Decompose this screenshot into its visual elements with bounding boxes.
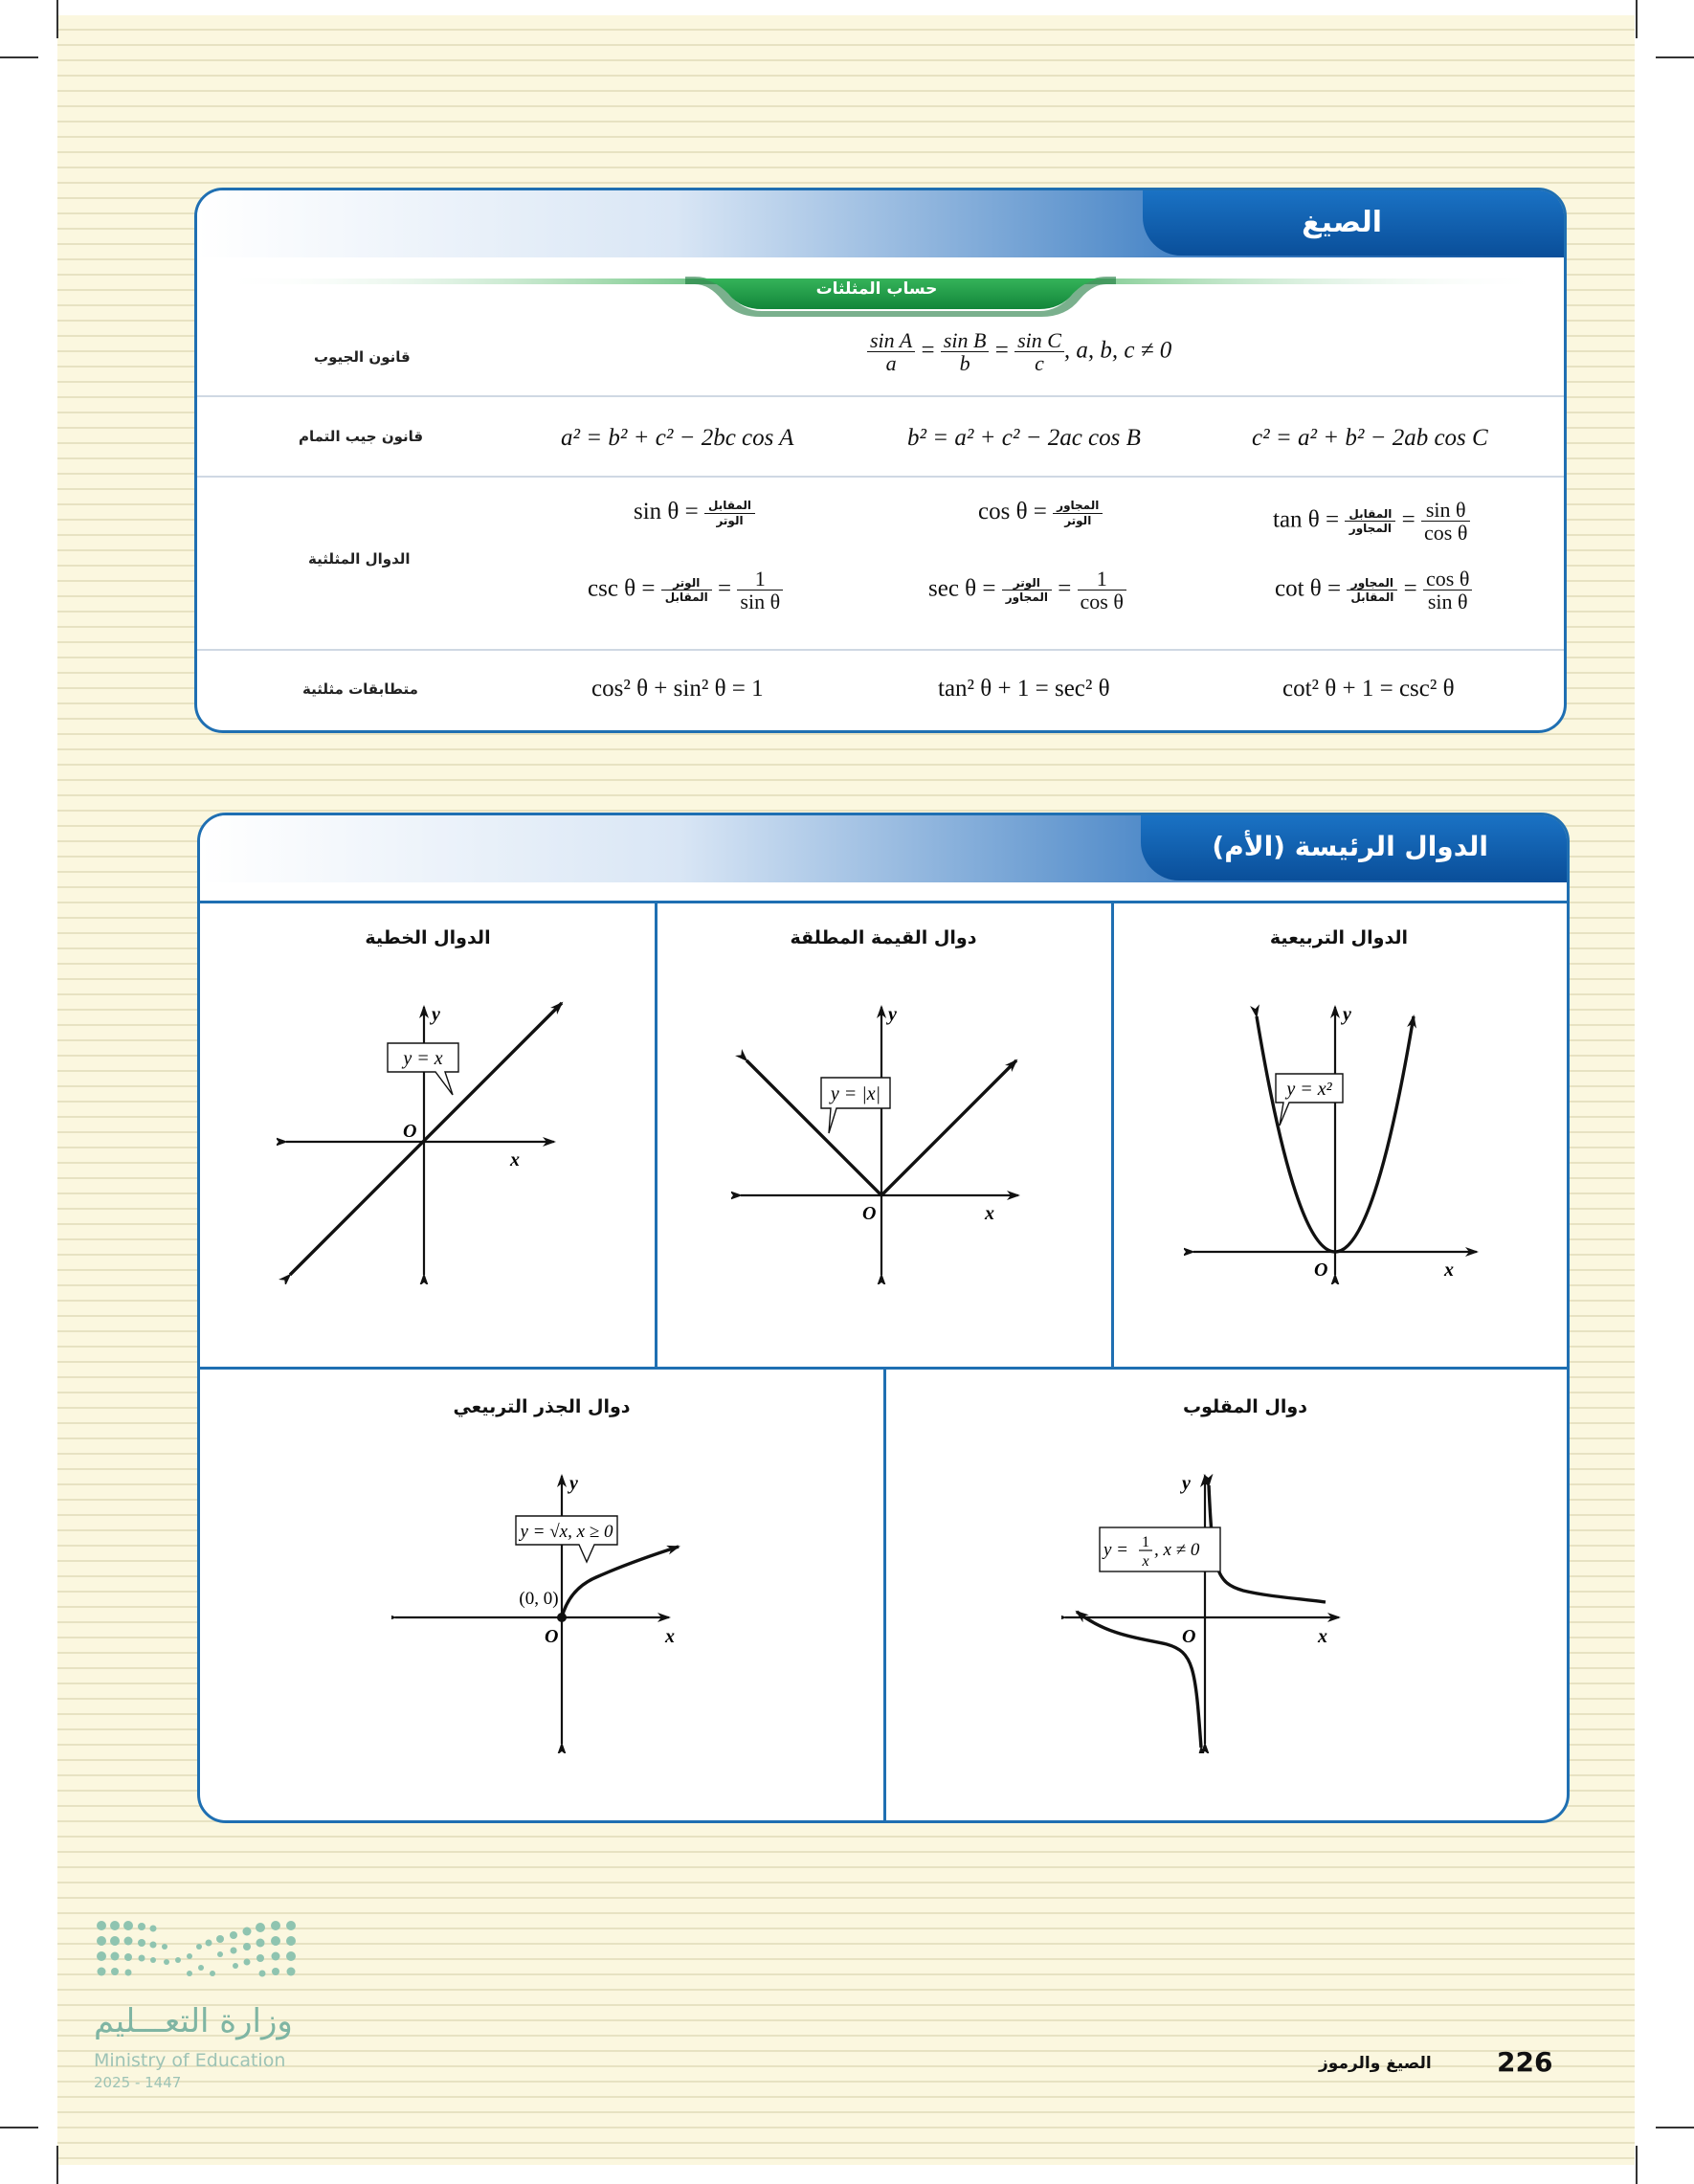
opposite-label: المقابل — [664, 591, 708, 605]
opposite-label: المقابل — [704, 499, 755, 514]
crop-mark — [56, 0, 58, 38]
crop-mark — [1656, 2127, 1694, 2128]
adjacent-label: المجاور — [1349, 522, 1392, 536]
opposite-label: المقابل — [1345, 507, 1395, 523]
grid-line — [883, 1367, 886, 1820]
law-of-sines-num-1: sin A — [867, 329, 915, 352]
hypotenuse-label: الوتر — [1002, 576, 1052, 591]
reciprocal-label-prefix: y = — [1103, 1540, 1129, 1560]
law-of-cosines-a: a² = b² + c² − 2bc cos A — [561, 425, 794, 451]
quadratic-graph — [1184, 997, 1490, 1284]
cos-theta: cos θ — [1080, 590, 1124, 614]
law-of-cosines-b: b² = a² + c² − 2ac cos B — [907, 425, 1141, 451]
row-label-trig-functions: الدوال المثلثية — [308, 550, 411, 568]
reciprocal-title: دوال المقلوب — [1183, 1396, 1307, 1417]
crop-mark — [1656, 56, 1694, 58]
law-of-sines — [867, 329, 1171, 374]
y-axis-label: y — [1343, 1004, 1351, 1025]
law-of-cosines-c: c² = a² + b² − 2ab cos C — [1252, 425, 1488, 451]
identity-pythagorean: cos² θ + sin² θ = 1 — [591, 676, 764, 702]
x-axis-label: x — [985, 1203, 994, 1224]
origin-label: O — [1314, 1259, 1328, 1281]
row-label-trig-identities: متطابقات مثلثية — [302, 680, 418, 698]
footer-chapter-title: الصيغ والرموز — [1319, 2054, 1432, 2073]
start-point — [557, 1613, 567, 1622]
law-of-sines-den-1: a — [885, 351, 897, 376]
sin-theta: sin θ — [740, 590, 781, 614]
origin-label: O — [862, 1203, 877, 1224]
ministry-logo-dots — [94, 1918, 304, 1983]
equals-sign: = — [718, 575, 732, 602]
y-axis-label: y — [888, 1004, 897, 1025]
x-axis-label: x — [1318, 1626, 1327, 1647]
cos-theta: cos θ — [1423, 568, 1472, 591]
row-label-law-of-sines: قانون الجيوب — [314, 348, 411, 366]
x-axis-label: x — [665, 1626, 675, 1647]
cos-ratio — [978, 499, 1103, 527]
cos-lhs: cos θ = — [978, 498, 1047, 524]
sin-theta: sin θ — [1427, 590, 1468, 614]
cot-ratio — [1275, 568, 1472, 613]
equals-sign: = — [994, 337, 1009, 364]
law-of-sines-num-2: sin B — [941, 329, 990, 352]
cot-lhs: cot θ = — [1275, 575, 1342, 602]
cos-theta: cos θ — [1424, 521, 1468, 546]
function-curve-right — [1209, 1485, 1326, 1602]
point-label: (0, 0) — [519, 1589, 559, 1609]
law-of-sines-den-3: c — [1035, 351, 1044, 376]
adjacent-label: المجاور — [1053, 499, 1103, 514]
crop-mark — [1636, 2146, 1638, 2184]
adjacent-label: المجاور — [1347, 576, 1397, 591]
tan-lhs: tan θ = — [1273, 506, 1340, 533]
y-axis-label: y — [1182, 1473, 1191, 1494]
absolute-graph — [731, 997, 1037, 1284]
hypotenuse-label: الوتر — [661, 576, 712, 591]
hypotenuse-label: الوتر — [1064, 513, 1092, 527]
row-separator — [197, 395, 1564, 397]
sqrt-graph — [391, 1466, 707, 1753]
ministry-logo-year: 2025 - 1447 — [94, 2074, 182, 2091]
function-curve — [562, 1547, 679, 1617]
grid-line — [655, 901, 658, 1368]
quadratic-title: الدوال التربيعية — [1269, 927, 1409, 948]
y-axis-label: y — [569, 1473, 578, 1494]
parent-functions-box — [197, 813, 1570, 1823]
opposite-label: المقابل — [1350, 591, 1394, 605]
identity-tan-sec: tan² θ + 1 = sec² θ — [938, 676, 1110, 702]
crop-mark — [0, 56, 38, 58]
equals-sign: = — [1058, 575, 1072, 602]
row-label-law-of-cosines: قانون جيب التمام — [299, 428, 424, 445]
y-axis-label: y — [432, 1004, 440, 1025]
origin-label: O — [403, 1121, 417, 1142]
grid-line — [200, 901, 1567, 903]
linear-graph — [277, 997, 583, 1284]
sin-ratio — [634, 499, 755, 527]
equals-sign: = — [921, 337, 935, 364]
one: 1 — [1078, 568, 1126, 591]
linear-title: الدوال الخطية — [365, 927, 491, 948]
identity-cot-csc: cot² θ + 1 = csc² θ — [1282, 676, 1455, 702]
hypotenuse-label: الوتر — [716, 513, 744, 527]
reciprocal-graph — [1061, 1466, 1377, 1753]
law-of-sines-den-2: b — [959, 351, 970, 376]
adjacent-label: المجاور — [1005, 591, 1048, 605]
sec-lhs: sec θ = — [928, 575, 996, 602]
csc-ratio — [588, 568, 783, 613]
linear-label: y = x — [403, 1048, 443, 1069]
reciprocal-label-den: x — [1142, 1553, 1149, 1570]
crop-mark — [0, 2127, 38, 2128]
absolute-title: دوال القيمة المطلقة — [790, 927, 977, 948]
sec-ratio — [928, 568, 1126, 613]
tan-ratio — [1273, 499, 1470, 544]
ministry-logo-english: Ministry of Education — [94, 2050, 286, 2071]
sin-theta: sin θ — [1421, 499, 1470, 522]
x-axis-label: x — [1444, 1259, 1454, 1281]
law-of-sines-num-3: sin C — [1014, 329, 1064, 352]
x-axis-label: x — [510, 1149, 520, 1170]
ministry-logo-arabic: وزارة التعـــليم — [94, 2002, 293, 2040]
absolute-label: y = |x| — [830, 1083, 881, 1104]
row-separator — [197, 476, 1564, 478]
equals-sign: = — [1403, 575, 1417, 602]
page-number: 226 — [1497, 2046, 1553, 2078]
equals-sign: = — [1401, 506, 1415, 533]
formulas-title: الصيغ — [1302, 206, 1382, 239]
row-separator — [197, 649, 1564, 651]
grid-line — [1111, 901, 1114, 1368]
crop-mark — [56, 2146, 58, 2184]
csc-lhs: csc θ = — [588, 575, 656, 602]
crop-mark — [1636, 0, 1638, 38]
sqrt-label: y = √x, x ≥ 0 — [520, 1522, 613, 1542]
formulas-box — [194, 188, 1567, 733]
section-title: حساب المثلثات — [815, 279, 938, 299]
law-of-sines-tail: , a, b, c ≠ 0 — [1063, 337, 1172, 364]
origin-label: O — [1182, 1626, 1196, 1647]
sin-lhs: sin θ = — [634, 498, 699, 524]
quadratic-label: y = x² — [1286, 1079, 1332, 1100]
one: 1 — [737, 568, 783, 591]
reciprocal-label-num: 1 — [1142, 1534, 1149, 1550]
reciprocal-label-suffix: , x ≠ 0 — [1154, 1540, 1200, 1560]
parent-functions-title: الدوال الرئيسة (الأم) — [1212, 831, 1488, 862]
sqrt-title: دوال الجذر التربيعي — [453, 1396, 631, 1417]
origin-label: O — [545, 1626, 559, 1647]
